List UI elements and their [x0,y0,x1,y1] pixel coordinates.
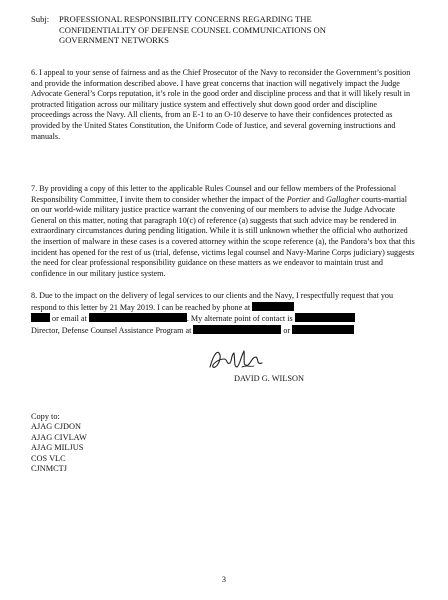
subject-lines [59,14,399,46]
copy-to-item: CJNMCTJ [31,464,67,474]
paragraph-8 [31,291,415,336]
para8-text-2: or email at [50,314,89,324]
subject-block [31,14,411,46]
para7-text-after: courts-martial on our world-wide military justice practice warrant the convening of our members to advise the Judge Advocate General on this matter, noting that paragraph 10(c) of reference (a) suggests that such advice may be rendered in extraordinary circumstances during pending litigation. While it is still unknown whether the official who authorized the insertion of malware in these cases is a covered attorney within the scope reference (a), the Pandora’s box that this incident has opened for the rest of us (trial, defense, victims legal counsel and Navy-Marine Corps judiciary) suggests the need for clear professional responsibility guidance on these matters as we endeavor to maintain trust and confidence in our military justice system. [31,194,415,278]
para7-text-mid: and [310,194,326,204]
para8-text-4: Director, Defense Counsel Assistance Program at [31,325,194,335]
paragraph-6: 6. I appeal to your sense of fairness and as the Chief Prosecutor of the Navy to reconsider the Government’s position and provide the information described above. I have great concerns that inaction will negatively impact the Judge Advocate General’s Corps reputation, it’s role in the good order and discipline process and that it will likely result in protracted litigation across our military justice system and effectively shut down good order and discipline proceedings across the Navy. All clients, from an E-1 to an O-10 deserve to have their confidences protected as provided by the United States Constitution, the Uniform Code of Justice, and several governing instructions and manuals. [31,68,411,141]
signer-name: DAVID G. WILSON [234,374,304,383]
copy-to-block [31,412,87,474]
copy-to-item: AJAG MILJUS [31,443,84,453]
redaction-phone-cont [31,313,50,322]
subject-line-3: GOVERNMENT NETWORKS [59,35,169,45]
redaction-phone [252,302,294,311]
para8-text-3: . My alternate point of contact is [186,314,295,324]
subject-line-1: PROFESSIONAL RESPONSIBILITY CONCERNS REGARDING THE [59,14,312,24]
paragraph-7 [31,184,415,279]
signature-image [204,345,274,375]
copy-to-item: AJAG CIVLAW [31,432,87,442]
copy-to-item: COS VLC [31,453,66,463]
redaction-email [89,313,187,322]
page-number: 3 [221,575,227,584]
para8-text-1: 8. Due to the impact on the delivery of legal services to our clients and the Navy, I respectfully request that you respond to this letter by 21 May 2019. I can be reached by phone at [31,291,394,312]
redaction-poc-name [295,313,355,322]
subject-label: Subj: [31,14,50,24]
para8-text-5: or [281,325,293,335]
para7-text-before: 7. By providing a copy of this letter to the applicable Rules Counsel and our fellow members of the Professional Responsibility Committee, I invite them to consider whether the impact of the [31,184,397,204]
copy-to-heading: Copy to: [31,412,60,421]
subject-line-2: CONFIDENTIALITY OF DEFENSE COUNSEL COMMUNICATIONS ON [59,24,326,35]
redaction-poc-email [292,325,354,334]
redaction-poc-phone [193,325,281,334]
case-name-portier: Portier [286,194,311,204]
copy-to-item: AJAG CJDON [31,422,82,432]
case-name-gallagher: Gallagher [325,194,360,204]
